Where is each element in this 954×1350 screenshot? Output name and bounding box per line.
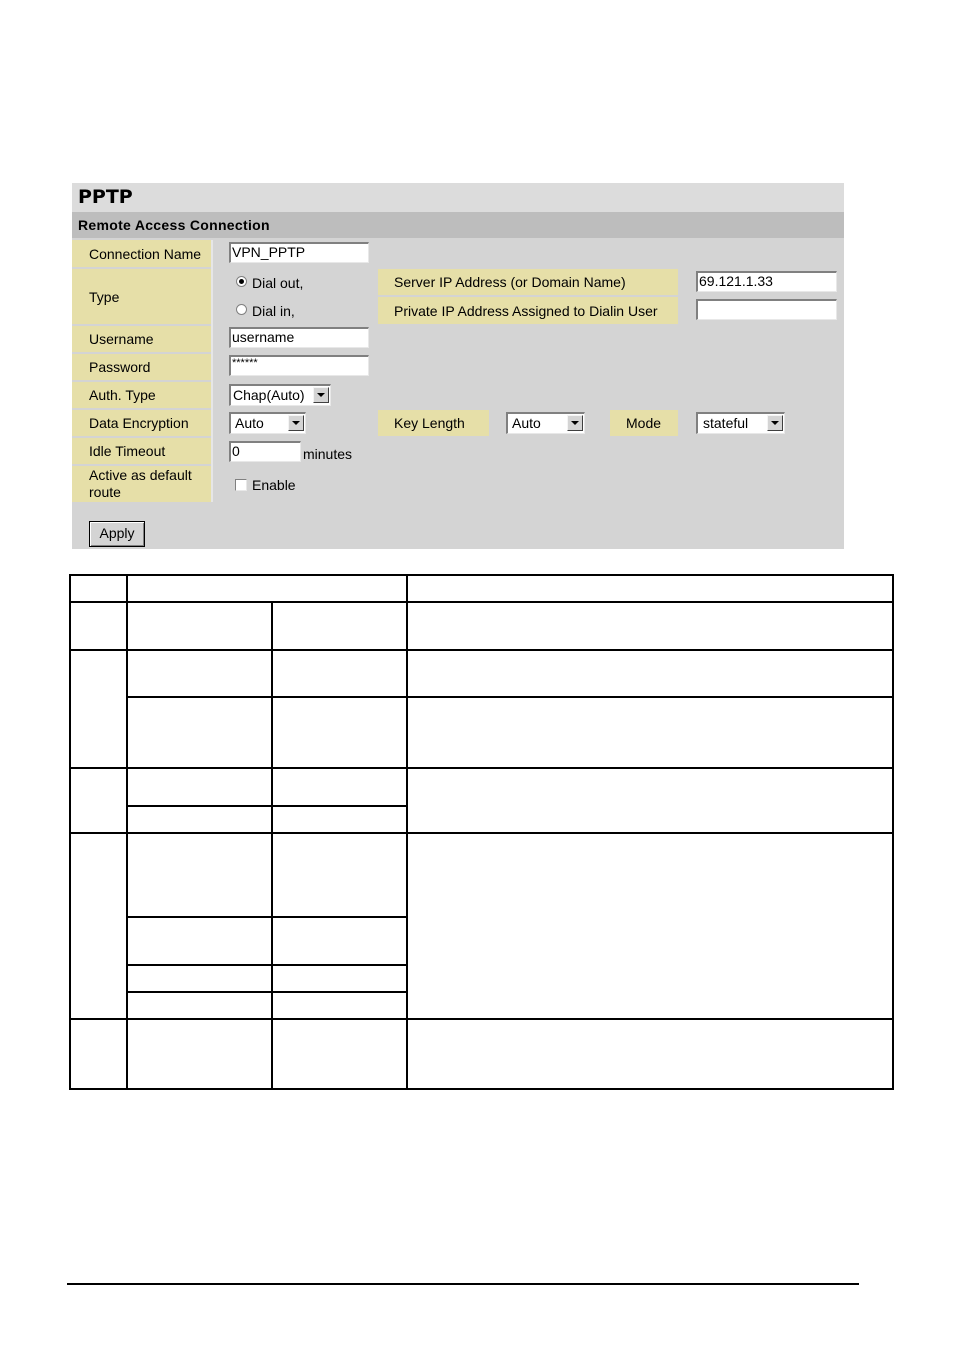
type-label-text: Type xyxy=(89,288,120,305)
connection-name-label-text: Connection Name xyxy=(89,245,202,262)
idle-timeout-label xyxy=(72,438,211,464)
key-length-select[interactable] xyxy=(506,412,585,434)
idle-timeout-input[interactable]: 0 xyxy=(229,441,301,462)
dial-out-label: Dial out, xyxy=(252,275,304,291)
connection-name-input[interactable]: VPN_PPTP xyxy=(229,242,369,263)
password-input[interactable]: ****** xyxy=(229,355,369,376)
idle-timeout-label-text: Idle Timeout xyxy=(89,443,166,459)
apply-button[interactable]: Apply xyxy=(89,521,145,547)
panel-subtitle: Remote Access Connection xyxy=(72,212,844,238)
key-length-label-text: Key Length xyxy=(394,415,465,431)
private-ip-label-text: Private IP Address Assigned to Dialin User xyxy=(394,302,658,319)
data-encryption-label-text: Data Encryption xyxy=(89,415,189,431)
server-ip-label-text: Server IP Address (or Domain Name) xyxy=(394,274,626,290)
active-default-route-label-line2: route xyxy=(89,484,121,500)
chevron-down-icon xyxy=(288,415,304,431)
dial-in-label: Dial in, xyxy=(252,303,295,319)
mode-select[interactable] xyxy=(696,412,785,434)
auth-type-value: Chap(Auto) xyxy=(233,387,305,403)
footer-rule xyxy=(67,1283,859,1285)
active-default-route-label xyxy=(72,466,211,502)
username-input[interactable]: username xyxy=(229,327,369,348)
data-encryption-select[interactable] xyxy=(229,412,306,434)
auth-type-select[interactable] xyxy=(229,384,331,406)
password-label-text: Password xyxy=(89,359,151,375)
data-encryption-label xyxy=(72,410,211,436)
idle-timeout-unit: minutes xyxy=(303,446,353,462)
mode-label xyxy=(610,410,678,436)
chevron-down-icon xyxy=(567,415,583,431)
dial-out-radio[interactable] xyxy=(236,276,247,287)
active-default-route-label-line1: Active as default xyxy=(89,467,192,483)
column-divider xyxy=(211,240,213,502)
chevron-down-icon xyxy=(767,415,783,431)
table-border xyxy=(70,575,893,1089)
enable-checkbox[interactable] xyxy=(235,479,247,491)
auth-type-label-text: Auth. Type xyxy=(89,387,156,403)
type-label xyxy=(72,269,211,324)
chevron-down-icon xyxy=(313,387,329,403)
pptp-panel xyxy=(72,183,844,549)
data-encryption-value: Auto xyxy=(235,415,264,431)
key-length-value: Auto xyxy=(512,415,541,431)
server-ip-input[interactable]: 69.121.1.33 xyxy=(696,271,837,292)
connection-name-label xyxy=(72,240,211,267)
mode-value: stateful xyxy=(703,415,749,431)
mode-label-text: Mode xyxy=(626,415,662,431)
private-ip-input[interactable] xyxy=(696,299,837,320)
password-label xyxy=(72,354,211,380)
server-ip-label xyxy=(378,269,678,295)
username-label xyxy=(72,326,211,352)
panel-title: PPTP xyxy=(72,183,844,212)
dial-in-radio[interactable] xyxy=(236,304,247,315)
auth-type-label xyxy=(72,382,211,408)
username-label-text: Username xyxy=(89,331,154,347)
private-ip-label xyxy=(378,297,678,324)
enable-checkbox-label: Enable xyxy=(252,477,296,493)
key-length-label xyxy=(378,410,489,436)
